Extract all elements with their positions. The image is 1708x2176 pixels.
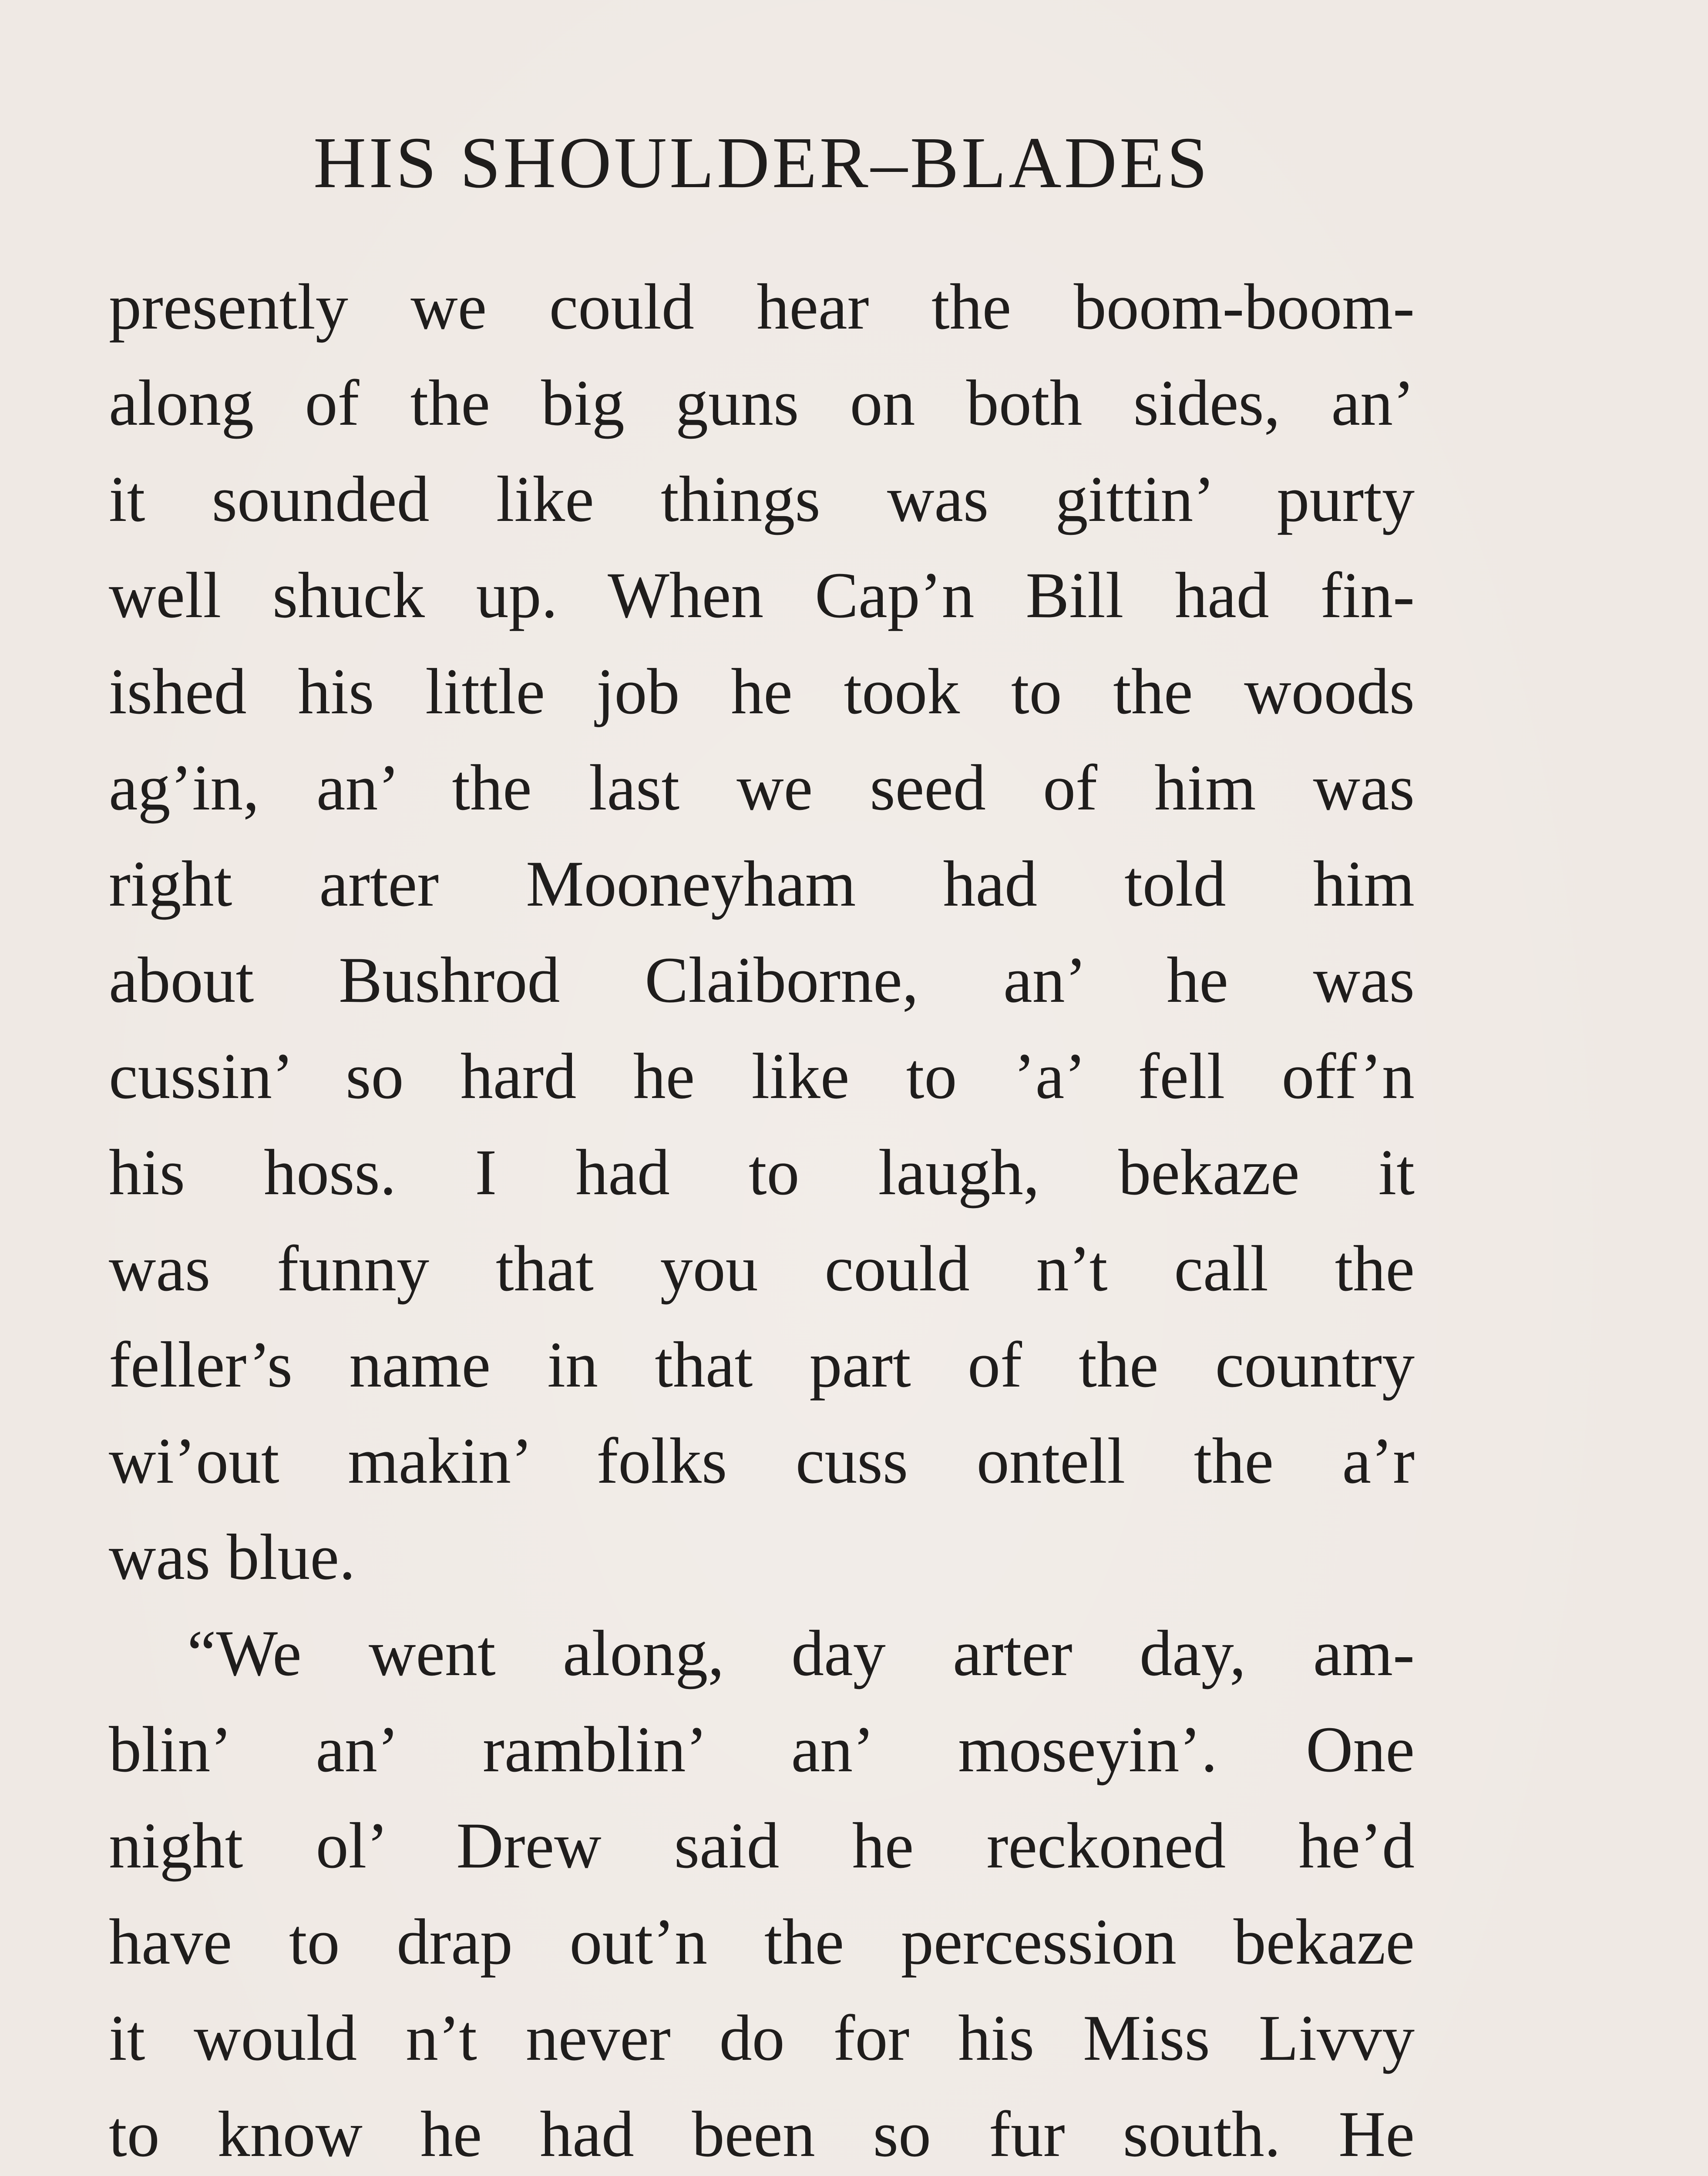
text-line: have to drap out’n the percession bekaze — [109, 1906, 1415, 1978]
text-line: cussin’ so hard he like to ’a’ fell off’n — [109, 1040, 1415, 1112]
text-line: presently we could hear the boom-boom- — [109, 271, 1415, 343]
text-line: it sounded like things was gittin’ purty — [109, 463, 1415, 535]
text-line: ag’in, an’ the last we seed of him was — [109, 752, 1415, 824]
text-line: feller’s name in that part of the country — [109, 1329, 1415, 1401]
text-line: well shuck up. When Cap’n Bill had fin- — [109, 559, 1415, 631]
text-line: ished his little job he took to the woods — [109, 655, 1415, 728]
running-head: HIS SHOULDER–BLADES — [313, 122, 1210, 203]
paragraph-end-line: was blue. — [109, 1521, 356, 1593]
text-line: wi’out makin’ folks cuss ontell the a’r — [109, 1425, 1415, 1497]
text-line: right arter Mooneyham had told him — [109, 848, 1415, 920]
text-line: was funny that you could n’t call the — [109, 1232, 1415, 1305]
text-line: blin’ an’ ramblin’ an’ moseyin’. One — [109, 1713, 1415, 1786]
text-line: it would n’t never do for his Miss Livvy — [109, 2002, 1415, 2074]
paragraph-start-line: “We went along, day arter day, am- — [187, 1617, 1415, 1689]
text-line: to know he had been so fur south. He — [109, 2098, 1415, 2170]
text-line: along of the big guns on both sides, an’ — [109, 367, 1415, 439]
text-line: his hoss. I had to laugh, bekaze it — [109, 1136, 1415, 1209]
text-line: night ol’ Drew said he reckoned he’d — [109, 1810, 1415, 1882]
text-line: about Bushrod Claiborne, an’ he was — [109, 944, 1415, 1016]
body-text — [109, 259, 1415, 2176]
